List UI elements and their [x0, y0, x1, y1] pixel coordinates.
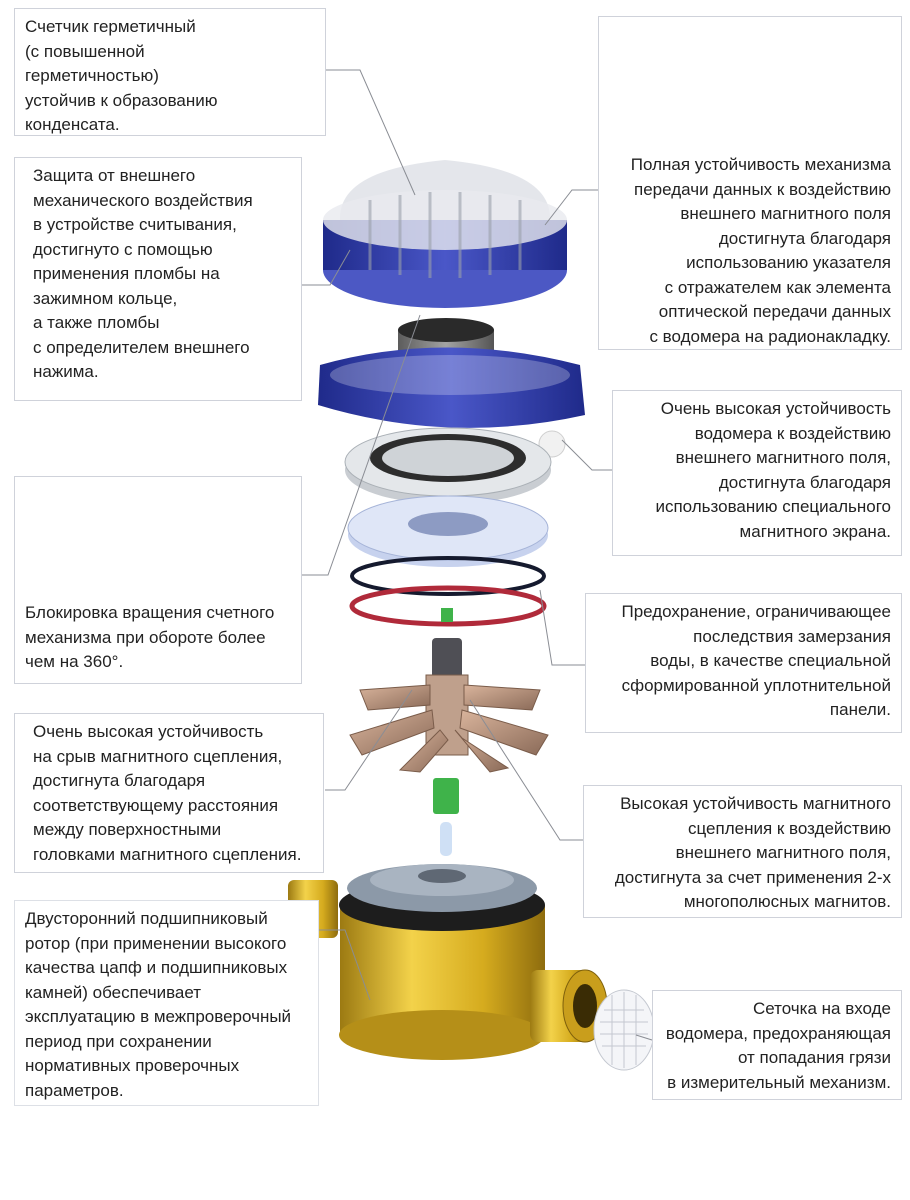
green-bushing-top — [441, 608, 453, 622]
callout-mechanical-protection — [14, 157, 302, 401]
impeller — [350, 675, 548, 772]
callout-sealed-counter-text: Счетчик герметичный (с повышенной герметичностью) устойчив к образованию конденсата. — [25, 17, 218, 134]
green-magnet — [433, 778, 459, 814]
callout-magnetic-decoupling-text: Очень высокая устойчивость на срыв магнитного сцепления, достигнута благодаря соответствующему расстояния между поверхностными головками магнитного сцепления. — [33, 722, 302, 864]
pivot-pin — [440, 822, 452, 856]
callout-magnetic-shield-text: Очень высокая устойчивость водомера к воздействию внешнего магнитного поля, достигнута благодаря использованию специального магнитного экрана. — [655, 399, 891, 541]
callout-inlet-mesh — [652, 990, 902, 1100]
callout-data-transfer-text: Полная устойчивость механизма передачи данных к воздействию внешнего магнитного поля достигнута благодаря использованию указателя с отражателем как элемента оптической передачи данных с водомера на радионакладку. — [630, 155, 891, 346]
callout-bearing-rotor — [14, 900, 319, 1106]
grey-bushing — [432, 638, 462, 678]
callout-sealed-counter — [14, 8, 326, 136]
callout-bearing-rotor-text: Двусторонний подшипниковый ротор (при применении высокого качества цапф и подшипниковых камней) обеспечивает эксплуатацию в межпроверочный период при сохранении нормативных проверочных параметров. — [25, 909, 292, 1100]
callout-magnetic-decoupling — [14, 713, 324, 873]
callout-rotation-lock — [14, 476, 302, 684]
inlet-mesh — [594, 990, 654, 1070]
callout-magnetic-coupling — [583, 785, 902, 918]
callout-freeze-protection — [585, 593, 902, 733]
brass-body — [288, 864, 607, 1060]
callout-magnetic-coupling-text: Высокая устойчивость магнитного сцепления к воздействию внешнего магнитного поля, достигнута за счет применения 2-х многополюсных магнитов. — [614, 794, 891, 911]
callout-rotation-lock-text: Блокировка вращения счетного механизма при обороте более чем на 360°. — [25, 603, 275, 671]
shield-disc — [345, 428, 551, 504]
callout-freeze-protection-text: Предохранение, ограничивающее последствия замерзания воды, в качестве специальной сформированной уплотнительной панели. — [621, 602, 891, 719]
transparent-cover — [323, 160, 567, 308]
callout-mechanical-protection-text: Защита от внешнего механического воздействия в устройстве считывания, достигнуто с помощью применения пломбы на зажимном кольце, а также пломбы с определителем внешнего нажима. — [33, 166, 253, 381]
callout-data-transfer — [598, 16, 902, 350]
callout-inlet-mesh-text: Сеточка на входе водомера, предохраняющая от попадания грязи в измерительный механизм. — [665, 999, 891, 1092]
callout-magnetic-shield — [612, 390, 902, 556]
